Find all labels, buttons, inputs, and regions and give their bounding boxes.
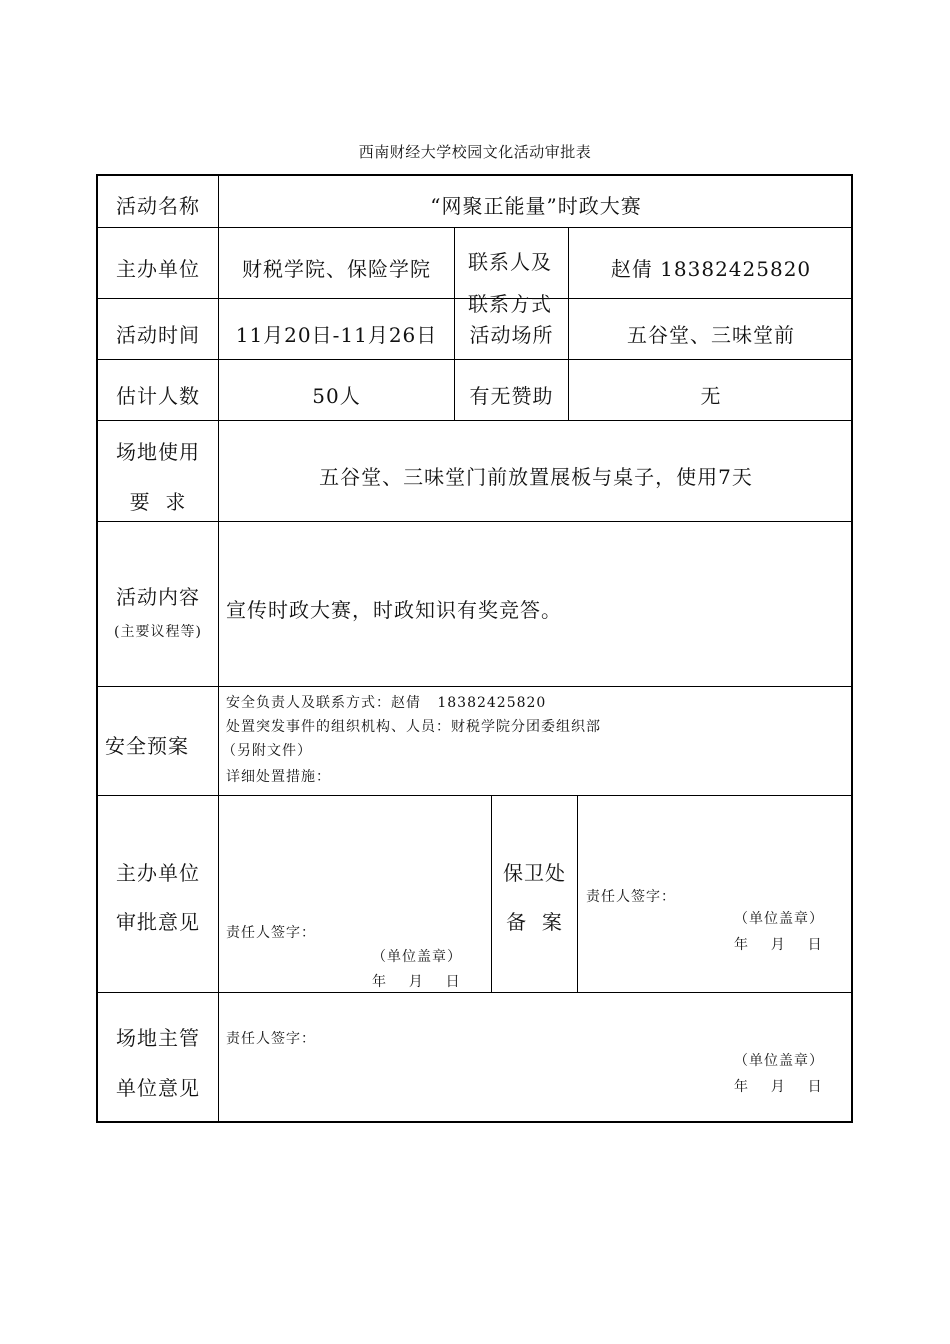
contact-value: 赵倩 18382425820: [610, 257, 812, 281]
organizer-approval-label-line2: 审批意见: [116, 910, 200, 934]
venue-requirements-value: 五谷堂、三味堂门前放置展板与桌子，使用7天: [319, 465, 753, 489]
venue-requirements-label-line1: 场地使用: [116, 440, 200, 464]
content-label: 活动内容: [116, 585, 200, 609]
organizer-approval-signature: 责任人签字：: [226, 925, 316, 941]
content-value: 宣传时政大赛，时政知识有奖竞答。: [226, 598, 562, 622]
contact-label-cell: [455, 228, 568, 316]
venue-manager-label-line1: 场地主管: [116, 1026, 200, 1050]
safety-plan-line2: 处置突发事件的组织机构、人员：财税学院分团委组织部: [226, 719, 601, 735]
venue-value: 五谷堂、三味堂前: [627, 323, 795, 347]
row-divider: [97, 420, 853, 421]
headcount-label: 估计人数: [116, 384, 200, 408]
sponsor-label: 有无赞助: [469, 384, 554, 408]
organizer-approval-label-line1: 主办单位: [116, 861, 200, 885]
venue-requirements-label-line2: 要 求: [129, 490, 187, 514]
column-divider: [577, 795, 578, 992]
form-title: 西南财经大学校园文化活动审批表: [358, 143, 592, 161]
column-divider: [491, 795, 492, 992]
venue-label: 活动场所: [469, 323, 554, 347]
organizer-label: 主办单位: [116, 257, 200, 281]
column-divider: [218, 175, 219, 1122]
security-record-signature: 责任人签字：: [586, 889, 676, 905]
safety-plan-line4: 详细处置措施：: [226, 769, 331, 785]
safety-plan-label: 安全预案: [105, 734, 189, 758]
safety-plan-line1: 安全负责人及联系方式：赵倩 18382425820: [226, 695, 547, 711]
sponsor-value: 无: [700, 384, 722, 408]
venue-manager-stamp: （单位盖章）: [734, 1053, 824, 1069]
row-divider: [97, 359, 853, 360]
venue-manager-signature: 责任人签字：: [226, 1031, 316, 1047]
safety-plan-line3: （另附文件）: [222, 743, 312, 759]
venue-manager-label-line2: 单位意见: [116, 1076, 200, 1100]
activity-name-value: “网聚正能量”时政大赛: [430, 194, 642, 218]
content-sublabel: (主要议程等): [114, 624, 202, 640]
organizer-approval-stamp: （单位盖章）: [372, 949, 462, 965]
row-divider: [97, 521, 853, 522]
organizer-approval-date: 年 月 日: [372, 974, 461, 990]
row-divider: [97, 795, 853, 796]
activity-time-value: 11月20日-11月26日: [235, 323, 438, 347]
activity-time-label: 活动时间: [116, 323, 200, 347]
security-record-date: 年 月 日: [734, 937, 823, 953]
security-record-label-line2: 备 案: [506, 910, 563, 934]
organizer-value: 财税学院、保险学院: [242, 257, 431, 281]
row-divider: [97, 992, 853, 993]
venue-manager-date: 年 月 日: [734, 1079, 823, 1095]
contact-label: 联系人及联系方式: [468, 250, 552, 316]
activity-name-label: 活动名称: [116, 194, 200, 218]
row-divider: [97, 686, 853, 687]
headcount-value: 50人: [312, 384, 361, 408]
security-record-stamp: （单位盖章）: [734, 911, 824, 927]
security-record-label-line1: 保卫处: [503, 861, 566, 885]
